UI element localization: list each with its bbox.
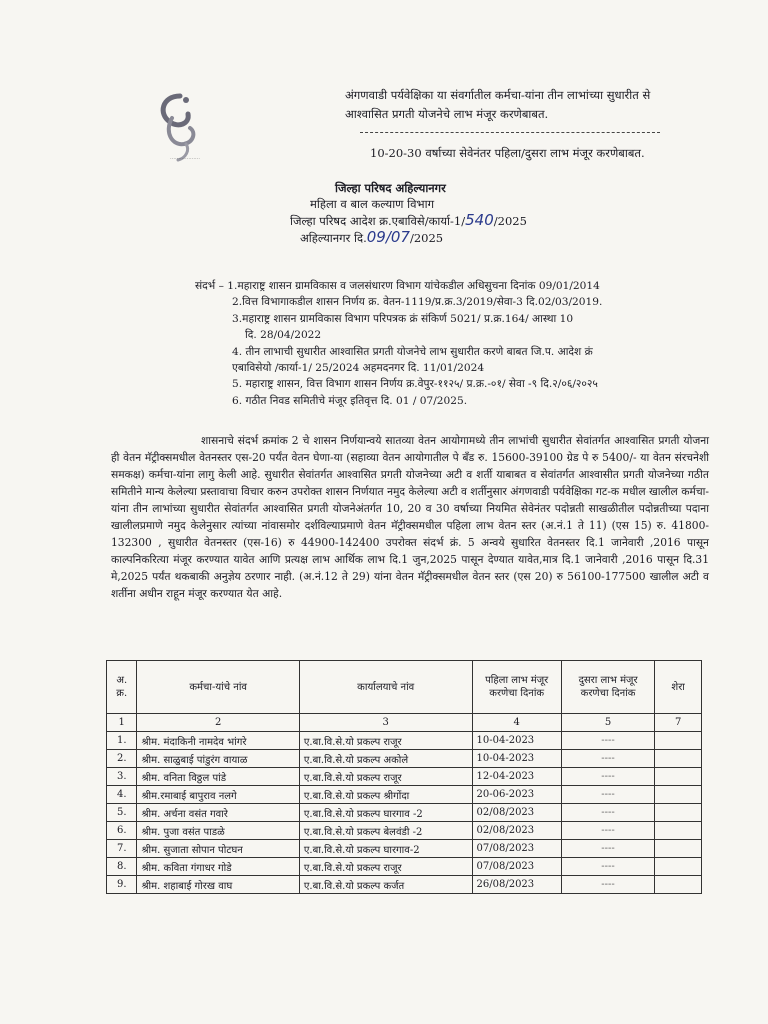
column-number: 1 [107,714,137,732]
remark-cell [655,750,702,768]
serial-cell: 9. [107,876,137,894]
subject-line-3: 10-20-30 वर्षाच्या सेवेनंतर पहिला/दुसरा लाभ मंजूर करणेबाबत. [370,146,645,160]
serial-cell: 3. [107,768,137,786]
name-cell: श्रीम. कविता गंगाधर गोडे [137,858,299,876]
reference-item: 5. महाराष्ट्र शासन, वित्त विभाग शासन निर्णय क्र.वेपुर-११२५/ प्र.क्र.-०१/ सेवा -९ दि.२/०६/२०२५ [232,378,598,391]
first-benefit-cell: 02/08/2023 [472,822,561,840]
reference-item: 4. तीन लाभाची सुधारीत आश्वासित प्रगती योजनेचे लाभ सुधारीत करणे बाबत जि.प. आदेश क्रं [232,345,593,358]
remark-cell [655,786,702,804]
office-cell: ए.बा.वि.से.यो प्रकल्प बेलवंडी -2 [299,822,472,840]
reference-item: एबाविसेयो /कार्या-1/ 25/2024 अहमदनगर दि. 11/01/2024 [232,362,485,375]
table-row [107,732,702,750]
column-number: 3 [299,714,472,732]
serial-cell: 5. [107,804,137,822]
second-benefit-cell: ---- [561,822,654,840]
first-benefit-cell: 26/08/2023 [472,876,561,894]
table-row [107,768,702,786]
table-row [107,750,702,768]
remark-cell [655,804,702,822]
second-benefit-cell: ---- [561,876,654,894]
table-row [107,822,702,840]
body-paragraph: शासनाचे संदर्भ क्रमांक 2 चे शासन निर्णयान्वये सातव्या वेतन आयोगामध्ये तीन लाभांची सुधारीत सेवांतर्गत आश्वासित प्रगती योजना ही वेतन मॅट्रीक्समधील वेतनस्तर एस-20 पर्यंत वेतन घेणा-या (सहाव्या वेतन आयोगातील पे बँड रु. 15600-39100 ग्रेड पे रु 5400/- या वेतन संरचनेशी समकक्ष) कर्मचा-यांना लागु केली आहे. सुधारीत सेवांतर्गत आश्वासित प्रगती योजनेच्या अटी व शर्ती याबाबत व सेवांतर्गत आश्वासीत प्रगती योजनेच्या गठीत समितीने मान्य केलेल्या प्रस्तावाचा विचार करुन उपरोक्त शासन निर्णयात नमुद केलेल्या अटी व शर्तीनुसार अंगणवाडी पर्यवेक्षिका गट-क मधील खालील कर्मचा-यांना तीन लाभांच्या सुधारीत सेवांतर्गत आश्वासित प्रगती योजनेअंतर्गत 10, 20 व 30 वर्षाच्या नियमित सेवेनंतर पदोन्नती साखळीतील पदोन्नतीच्या पदाना खालीलप्रमाणे नमुद केलेनुसार त्यांच्या नांवासमोर दर्शविल्याप्रमाणे वेतन मॅट्रीक्समधील पहिला लाभ वेतन स्तर (अ.नं.1 ते 11) (एस 15) रु. 41800-132300 , सुधारीत वेतनस्तर (एस-16) रु 44900-142400 उपरोक्त संदर्भ क्रं. 5 अन्वये सुधारित वेतनस्तर दि.1 जानेवारी ,2016 पासून काल्पनिकरित्या मंजूर करण्यात यावेत आणि प्रत्यक्ष लाभ आर्थिक लाभ दि.1 जुन,2025 पासून देण्यात यावेत,मात्र दि.1 जानेवारी ,2016 पासून दि.31 मे,2025 पर्यंत थकबाकी अनुज्ञेय ठरणार नाही. (अ.नं.12 ते 29) यांना वेतन मॅट्रीक्समधील वेतन स्तर (एस 20) रु 56100-177500 खालील अटी व शर्तीना अधीन राहून मंजूर करण्यात येत आहे. [111,434,709,600]
reference-item: 2.वित्त विभागाकडील शासन निर्णय क्र. वेतन-1119/प्र.क्र.3/2019/सेवा-3 दि.02/03/2019. [232,296,603,309]
column-number: 7 [655,714,702,732]
col-header-second-benefit: दुसरा लाभ मंजूर करणेचा दिनांक [561,661,654,714]
second-benefit-cell: ---- [561,750,654,768]
first-benefit-cell: 07/08/2023 [472,840,561,858]
reference-item: संदर्भ – 1.महाराष्ट्र शासन ग्रामविकास व जलसंधारण विभाग यांचेकडील अधिसुचना दिनांक 09/01/2014 [195,280,600,292]
serial-cell: 2. [107,750,137,768]
order-date-handwritten: 09/07 [366,228,410,246]
order-number-handwritten: 540 [465,211,494,229]
order-number-line: जिल्हा परिषद आदेश क्र.एबाविसे/कार्या-1/540/2025 [290,211,527,229]
first-benefit-cell: 20-06-2023 [472,786,561,804]
second-benefit-cell: ---- [561,768,654,786]
subject-block [345,86,725,124]
name-cell: श्रीम. शहाबाई गोरख वाघ [137,876,299,894]
col-header-office: कार्यालयाचे नांव [299,661,472,714]
office-name: जिल्हा परिषद अहिल्यानगर [335,181,446,195]
office-cell: ए.बा.वि.से.यो प्रकल्प राजूर [299,768,472,786]
references-list [195,278,735,409]
second-benefit-cell: ---- [561,732,654,750]
first-benefit-cell: 07/08/2023 [472,858,561,876]
order-date-line: अहिल्यानगर दि.09/07/2025 [300,228,444,246]
remark-cell [655,840,702,858]
reference-item: दि. 28/04/2022 [245,329,322,342]
serial-cell: 4. [107,786,137,804]
first-benefit-cell: 12-04-2023 [472,768,561,786]
table-row [107,804,702,822]
name-cell: श्रीम. वनिता विठ्ठल पांडे [137,768,299,786]
second-benefit-cell: ---- [561,786,654,804]
column-number: 2 [137,714,299,732]
subject-line-1: अंगणवाडी पर्यवेक्षिका या संवर्गातील कर्मचा-यांना तीन लाभांच्या सुधारीत से [345,88,651,102]
first-benefit-cell: 02/08/2023 [472,804,561,822]
subject-line-2: आश्वासित प्रगती योजनेचे लाभ मंजूर करणेबाबत. [345,107,549,121]
office-cell: ए.बा.वि.से.यो प्रकल्प अकोले [299,750,472,768]
column-number-row [107,714,702,732]
column-number: 5 [561,714,654,732]
remark-cell [655,858,702,876]
table-row [107,840,702,858]
order-header [290,180,620,246]
name-cell: श्रीम. मंदाकिनी नामदेव भांगरे [137,732,299,750]
name-cell: श्रीम. साळुबाई पांडुरंग वायाळ [137,750,299,768]
office-cell: ए.बा.वि.से.यो प्रकल्प कर्जत [299,876,472,894]
name-cell: श्रीम. पुजा वसंत पाडळे [137,822,299,840]
second-benefit-cell: ---- [561,840,654,858]
department-name: महिला व बाल कल्याण विभाग [310,197,435,211]
table-header-row [107,661,702,714]
second-benefit-cell: ---- [561,858,654,876]
col-header-remark: शेरा [655,661,702,714]
office-cell: ए.बा.वि.से.यो प्रकल्प राजूर [299,858,472,876]
beneficiary-table [106,660,702,894]
name-cell: श्रीम. सुजाता सोपान पोटघन [137,840,299,858]
name-cell: श्रीम.रमाबाई बापुराव नलगे [137,786,299,804]
table-row [107,858,702,876]
office-cell: ए.बा.वि.से.यो प्रकल्प घारगाव -2 [299,804,472,822]
col-header-name: कर्मचा-यांचे नांव [137,661,299,714]
office-cell: ए.बा.वि.से.यो प्रकल्प श्रीगोंदा [299,786,472,804]
second-benefit-cell: ---- [561,804,654,822]
serial-cell: 8. [107,858,137,876]
table-row [107,876,702,894]
serial-cell: 7. [107,840,137,858]
reference-item: 6. गठीत निवड समितीचे मंजूर इतिवृत्त दि. 01 / 07/2025. [232,394,468,407]
serial-cell: 1. [107,732,137,750]
office-cell: ए.बा.वि.से.यो प्रकल्प घारगाव-2 [299,840,472,858]
serial-cell: 6. [107,822,137,840]
table-row [107,786,702,804]
col-header-serial: अ. क्र. [107,661,137,714]
emblem-caption: ⋯⋯⋯⋯⋯⋯ [170,156,200,162]
remark-cell [655,732,702,750]
column-number: 4 [472,714,561,732]
separator-line [360,132,660,133]
first-benefit-cell: 10-04-2023 [472,750,561,768]
remark-cell [655,822,702,840]
first-benefit-cell: 10-04-2023 [472,732,561,750]
remark-cell [655,876,702,894]
col-header-first-benefit: पहिला लाभ मंजूर करणेचा दिनांक [472,661,561,714]
reference-item: 3.महाराष्ट्र शासन ग्रामविकास विभाग परिपत्रक क्रं संकिर्ण 5021/ प्र.क्र.164/ आस्था 10 [232,312,574,325]
remark-cell [655,768,702,786]
name-cell: श्रीम. अर्चना वसंत गवारे [137,804,299,822]
office-cell: ए.बा.वि.से.यो प्रकल्प राजूर [299,732,472,750]
